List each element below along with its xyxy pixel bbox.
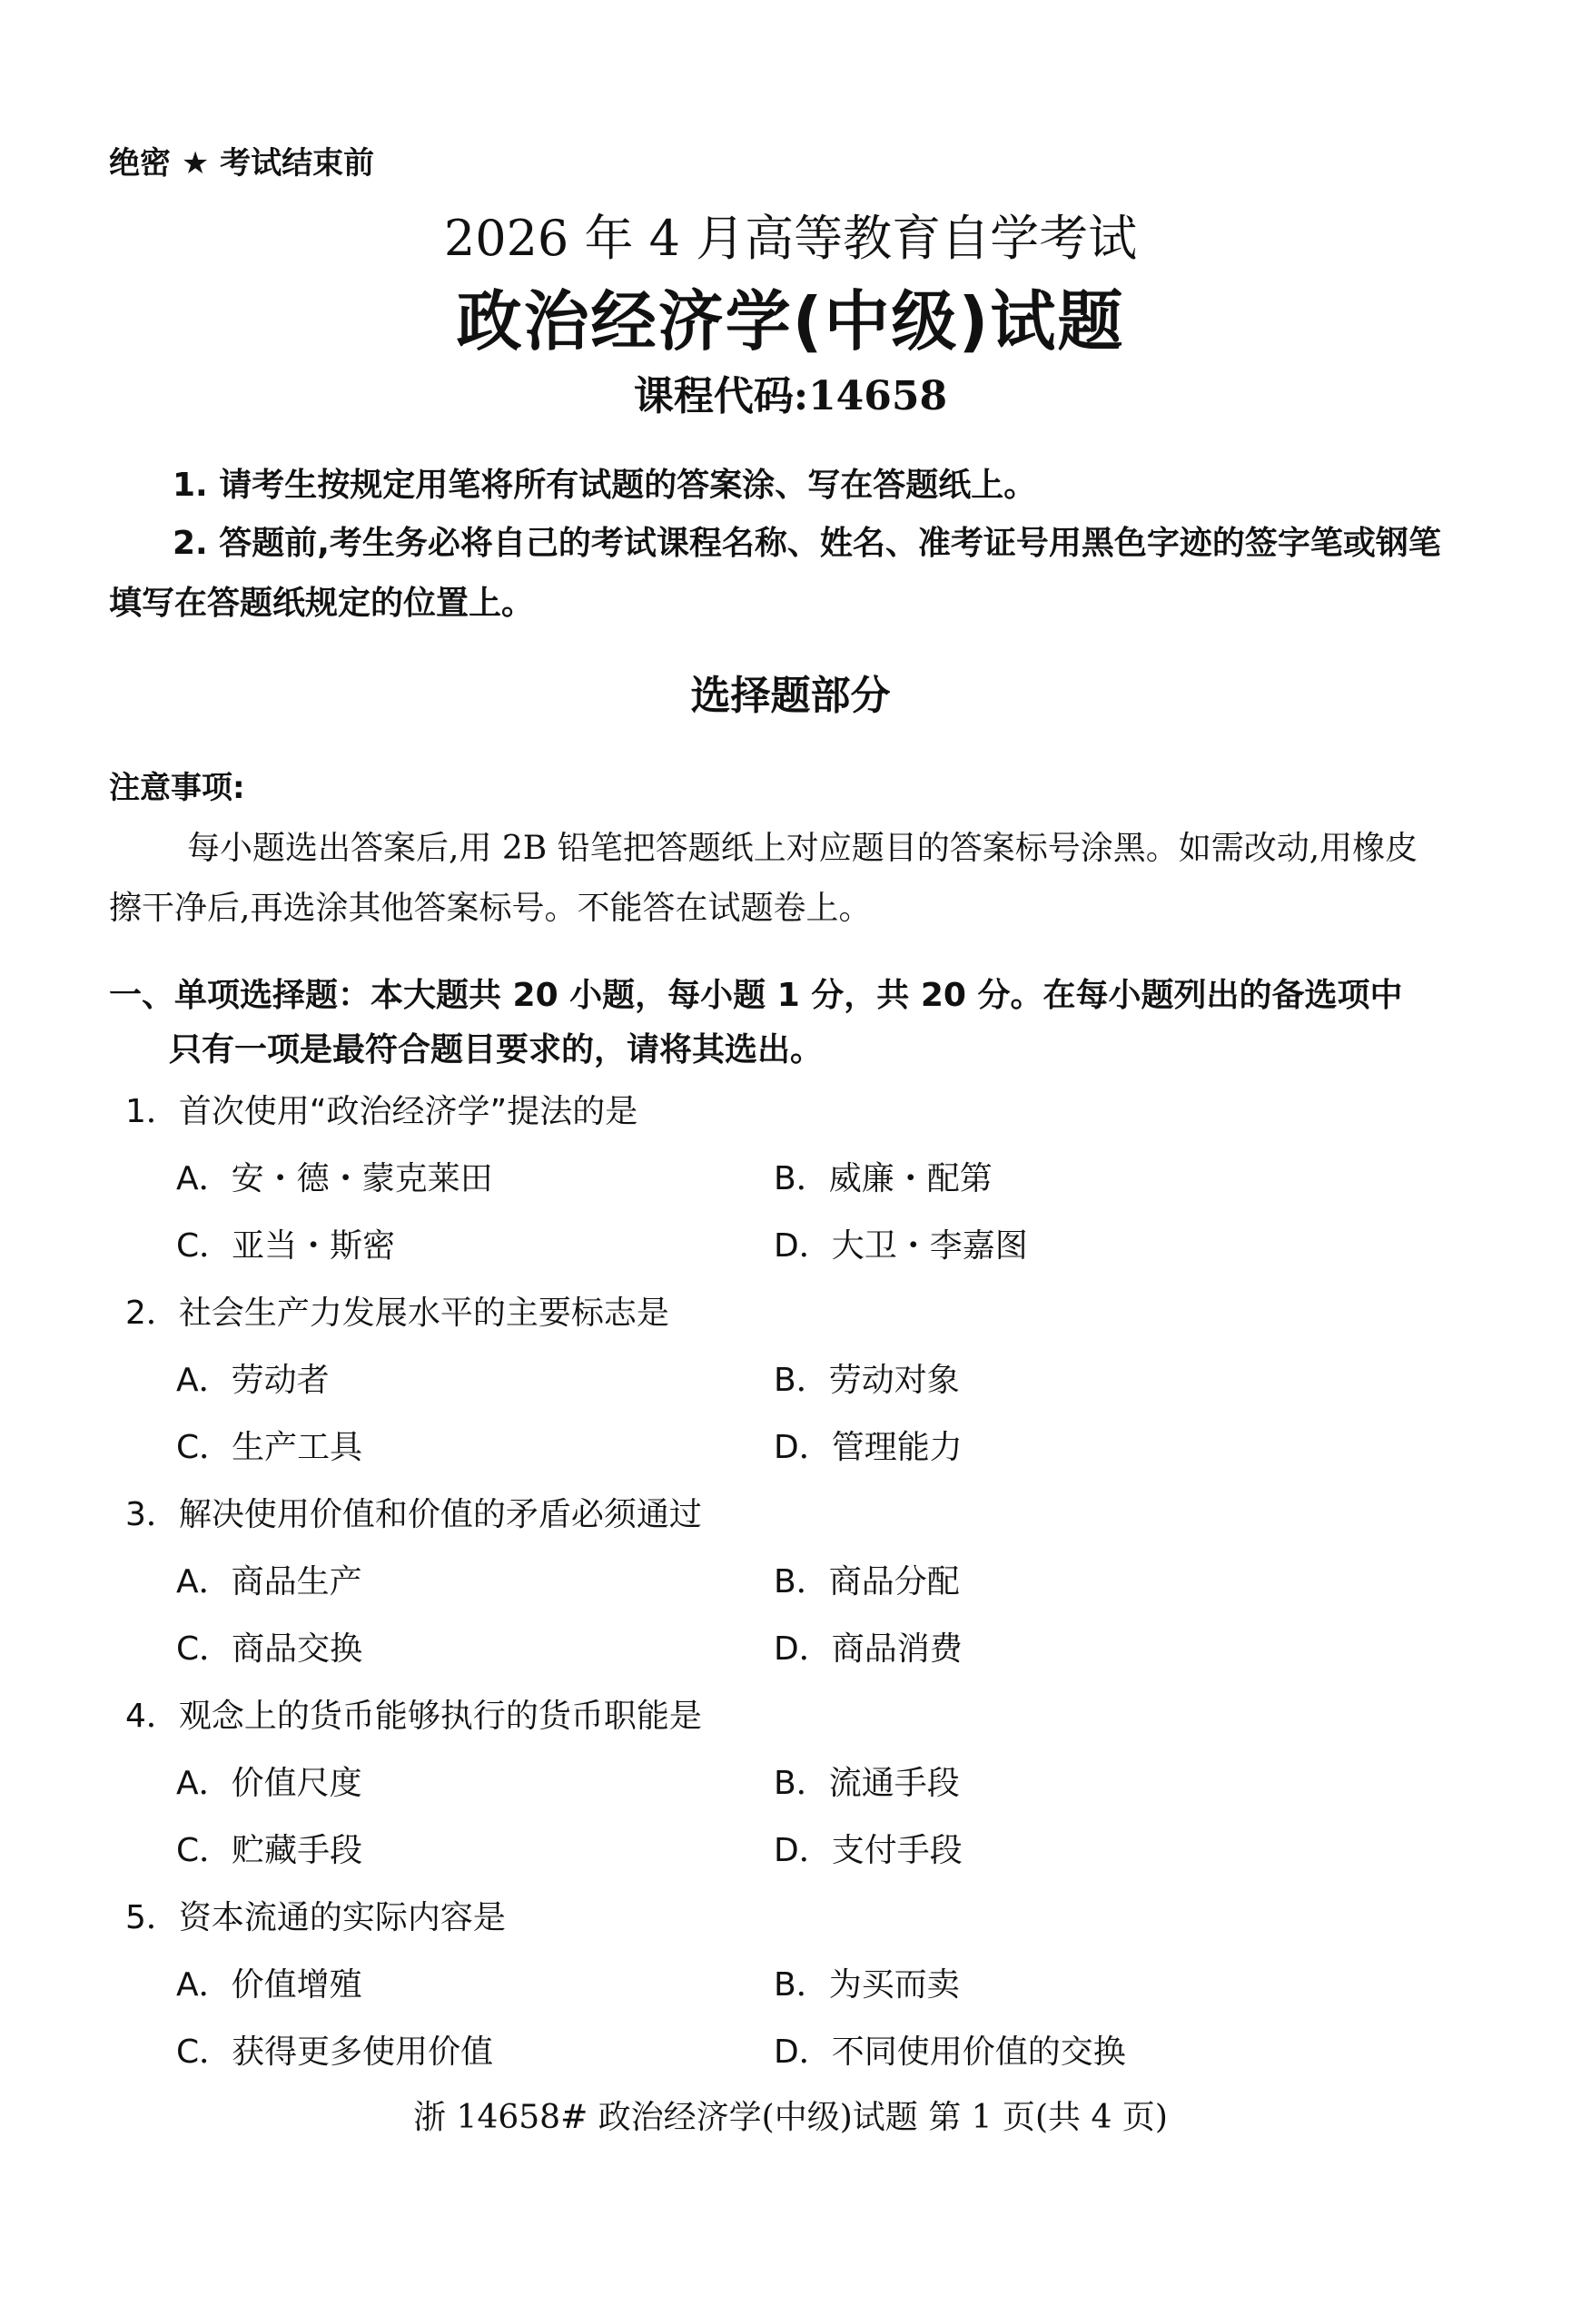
question-2-option-b: B．劳动对象	[774, 1362, 960, 1399]
paper-title: 政治经济学(中级)试题	[456, 283, 1125, 359]
question-1-option-b: B．威廉・配第	[774, 1160, 993, 1197]
question-4-option-d: D．支付手段	[774, 1832, 963, 1869]
question-1-option-d: D．大卫・李嘉图	[774, 1227, 1028, 1265]
confidentiality-mark: 绝密 ★ 考试结束前	[109, 145, 375, 182]
part-one-heading: 一、单项选择题：本大题共 20 小题，每小题 1 分，共 20 分。在每小题列出的备选项中	[109, 977, 1403, 1014]
question-4-option-a: A．价值尺度	[176, 1765, 362, 1802]
question-2-stem: 2．社会生产力发展水平的主要标志是	[125, 1295, 669, 1332]
course-code: 课程代码:14658	[633, 373, 948, 419]
exam-title: 2026 年 4 月高等教育自学考试	[443, 210, 1138, 267]
question-4-option-b: B．流通手段	[774, 1765, 960, 1802]
question-3-option-d: D．商品消费	[774, 1630, 963, 1668]
question-2-option-a: A．劳动者	[176, 1362, 330, 1399]
question-4-option-c: C．贮藏手段	[176, 1832, 363, 1869]
question-3-option-a: A．商品生产	[176, 1563, 362, 1600]
question-5-option-d: D．不同使用价值的交换	[774, 2034, 1126, 2071]
question-1-option-c: C．亚当・斯密	[176, 1227, 396, 1265]
question-4-stem: 4．观念上的货币能够执行的货币职能是	[125, 1698, 702, 1735]
page-footer: 浙 14658# 政治经济学(中级)试题 第 1 页(共 4 页)	[413, 2099, 1168, 2136]
note-line-1: 每小题选出答案后,用 2B 铅笔把答题纸上对应题目的答案标号涂黑。如需改动,用橡皮	[187, 830, 1418, 867]
question-1-stem: 1．首次使用“政治经济学”提法的是	[125, 1093, 638, 1130]
question-3-option-b: B．商品分配	[774, 1563, 960, 1600]
question-1-option-a: A．安・德・蒙克莱田	[176, 1160, 493, 1197]
instruction-2-continued: 填写在答题纸规定的位置上。	[109, 585, 535, 622]
part-one-heading-continued: 只有一项是最符合题目要求的，请将其选出。	[169, 1031, 824, 1068]
question-5-stem: 5．资本流通的实际内容是	[125, 1899, 506, 1936]
question-5-option-a: A．价值增殖	[176, 1966, 362, 2004]
instruction-1: 1. 请考生按规定用笔将所有试题的答案涂、写在答题纸上。	[173, 467, 1037, 504]
question-2-option-c: C．生产工具	[176, 1429, 363, 1466]
instruction-2: 2. 答题前,考生务必将自己的考试课程名称、姓名、准考证号用黑色字迹的签字笔或钢笔	[173, 525, 1441, 562]
section-title: 选择题部分	[690, 673, 891, 719]
question-3-option-c: C．商品交换	[176, 1630, 363, 1668]
question-2-option-d: D．管理能力	[774, 1429, 963, 1466]
note-line-2: 擦干净后,再选涂其他答案标号。不能答在试题卷上。	[109, 890, 872, 927]
question-5-option-b: B．为买而卖	[774, 1966, 960, 2004]
notes-label: 注意事项:	[109, 770, 245, 806]
question-5-option-c: C．获得更多使用价值	[176, 2034, 494, 2071]
question-3-stem: 3．解决使用价值和价值的矛盾必须通过	[125, 1496, 702, 1533]
